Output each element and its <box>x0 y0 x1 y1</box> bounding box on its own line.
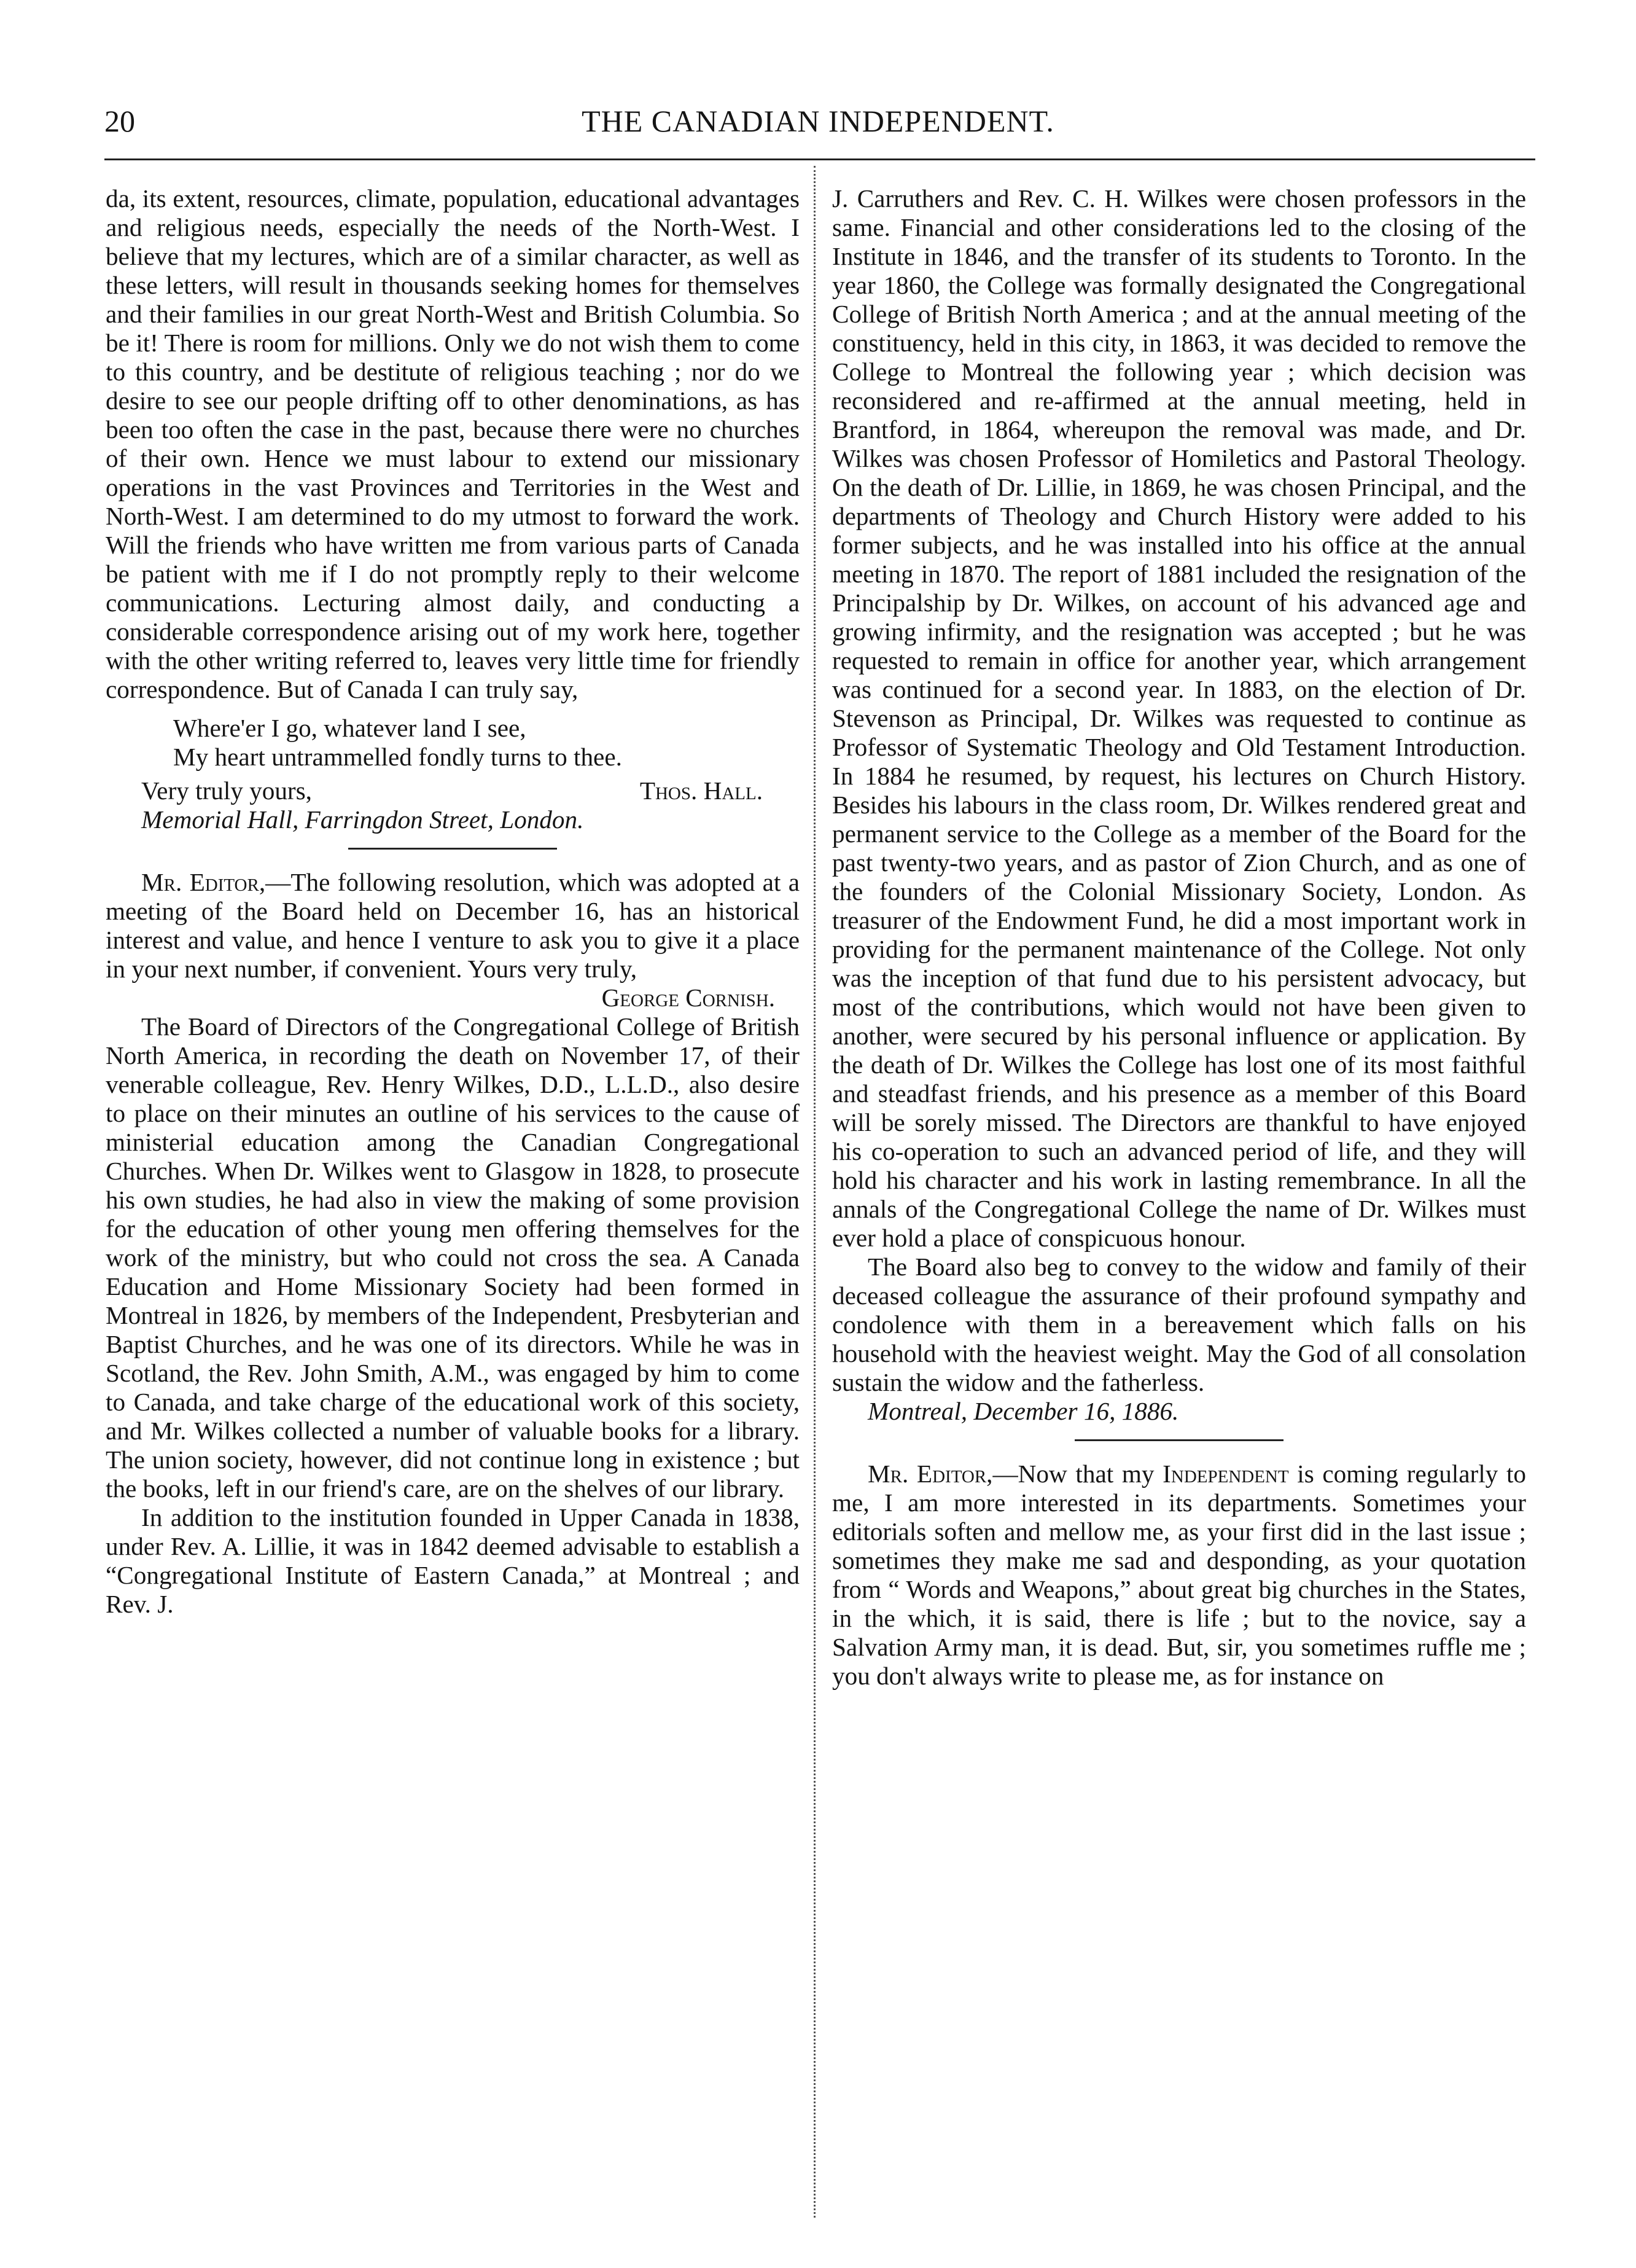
dateline: Montreal, December 16, 1886. <box>868 1397 1179 1425</box>
independent-word: Independent <box>1163 1460 1289 1488</box>
right-column <box>832 184 1526 1691</box>
right-paragraph-3-mid: —Now that my <box>992 1460 1163 1488</box>
closing-text: Very truly yours, <box>141 776 312 805</box>
signature-hall: Thos. Hall. <box>639 776 763 805</box>
left-column <box>106 184 800 1619</box>
salutation: Mr. Editor, <box>141 868 266 896</box>
left-paragraph-2-text: —The following resolution, which was adopted at a meeting of the Board held on December 16, has an historical interest and value, and hence I venture to ask you to give it a place in your next number, if convenient. Yours very truly, <box>106 868 800 983</box>
right-paragraph-1: J. Carruthers and Rev. C. H. Wilkes were chosen professors in the same. Financial and other considerations led to the closing of the Institute in 1846, and the transfer of its students to Toronto. In the year 1860, the College was formally designated the Congregational College of British North America ; and at the annual meeting of the constituency, held in this city, in 1863, it was decided to remove the College to Montreal the following year ; which decision was reconsidered and re-affirmed at the annual meeting, held in Brantford, in 1864, whereupon the removal was made, and Dr. Wilkes was chosen Professor of Homiletics and Pastoral Theology. On the death of Dr. Lillie, in 1869, he was chosen Principal, and the departments of Theology and Church History were added to his former subjects, and he was installed into his office at the annual meeting in 1870. The report of 1881 included the resignation of the Principalship by Dr. Wilkes, on account of his advanced age and growing infirmity, and the resignation was accepted ; but he was requested to remain in office for another year, which arrangement was continued for a second year. In 1883, on the election of Dr. Stevenson as Principal, Dr. Wilkes was requested to continue as Professor of Systematic Theology and Old Testament Introduction. In 1884 he resumed, by request, his lectures on Church History. Besides his labours in the class room, Dr. Wilkes rendered great and permanent service to the College as a member of the Board for the past twenty-two years, and as pastor of Zion Church, and as one of the founders of the Colonial Missionary Society, London. As treasurer of the Endowment Fund, he did a most important work in providing for the permanent maintenance of the College. Not only was the inception of that fund due to his persistent advocacy, but most of the contributions, which would not have been given to another, were secured by his personal influence or application. By the death of Dr. Wilkes the College has lost one of its most faithful and steadfast friends, and his presence as a member of this Board will be sorely missed. The Directors are thankful to have enjoyed his co-operation to such an advanced period of life, and they will hold his character and his work in lasting remembrance. In all the annals of the Congregational College the name of Dr. Wilkes must ever hold a place of conspicuous honour. <box>832 184 1526 1252</box>
left-paragraph-2 <box>106 868 800 983</box>
verse-line-2: My heart untrammelled fondly turns to thee. <box>173 743 622 771</box>
address-line: Memorial Hall, Farringdon Street, London. <box>141 805 584 834</box>
section-rule <box>348 848 557 850</box>
right-paragraph-2: The Board also beg to convey to the widow and family of their deceased colleague the assurance of their profound sympathy and condolence with them in a bereavement which falls on his household with the heaviest weight. May the God of all consolation sustain the widow and the fatherless. <box>832 1253 1526 1396</box>
left-paragraph-1: da, its extent, resources, climate, population, educational advantages and religious needs, especially the needs of the North-West. I believe that my lectures, which are of a similar character, as well as these letters, will result in thousands seeking homes for themselves and their families in our great North-West and British Columbia. So be it! There is room for millions. Only we do not wish them to come to this country, and be destitute of religious teaching ; nor do we desire to see our people drifting off to other denominations, as has been too often the case in the past, because there were no churches of their own. Hence we must labour to extend our missionary operations in the vast Provinces and Territories in the West and North-West. I am determined to do my utmost to forward the work. Will the friends who have written me from various parts of Canada be patient with me if I do not promptly reply to their welcome communications. Lecturing almost daily, and conducting a considerable correspondence arising out of my work here, together with the other writing referred to, leaves very little time for friendly correspondence. But of Canada I can truly say, <box>106 184 800 703</box>
verse <box>106 714 800 772</box>
signature-cornish: George Cornish. <box>601 983 775 1012</box>
left-paragraph-3: The Board of Directors of the Congregational College of British North America, in recording the death on November 17, of their venerable colleague, Rev. Henry Wilkes, D.D., L.L.D., also desire to place on their minutes an outline of his services to the cause of ministerial education among the Canadian Congregational Churches. When Dr. Wilkes went to Glasgow in 1828, to prosecute his own studies, he had also in view the making of some provision for the education of other young men offering themselves for the work of the ministry, but who could not cross the sea. A Canada Education and Home Missionary Society had been formed in Montreal in 1826, by members of the Independent, Presbyterian and Baptist Churches, and he was one of its directors. While he was in Scotland, the Rev. John Smith, A.M., was engaged by him to come to Canada, and take charge of the educational work of this society, and Mr. Wilkes collected a number of valuable books for a library. The union society, however, did not continue long in existence ; but the books, left in our friend's care, are on the shelves of our library. <box>106 1012 800 1503</box>
page-number: 20 <box>104 104 135 138</box>
verse-line-1: Where'er I go, whatever land I see, <box>173 714 526 742</box>
section-rule-right <box>1075 1439 1283 1441</box>
salutation-right: Mr. Editor, <box>868 1460 993 1488</box>
right-paragraph-3 <box>832 1460 1526 1691</box>
header-rule <box>104 158 1535 160</box>
letter-closing <box>106 776 800 805</box>
left-paragraph-4: In addition to the institution founded in Upper Canada in 1838, under Rev. A. Lillie, it was in 1842 deemed advisable to establish a “Congregational Institute of Eastern Canada,” at Montreal ; and Rev. J. <box>106 1503 800 1618</box>
right-paragraph-3-text: is coming regularly to me, I am more interested in its departments. Sometimes your editorials soften and mellow me, as your first did in the last issue ; sometimes they make me sad and desponding, as your quotation from “ Words and Weapons,” about great big churches in the States, in the which, it is said, there is life ; but to the novice, say a Salvation Army man, it is dead. But, sir, you sometimes ruffle me ; you don't always write to please me, as for instance on <box>832 1460 1526 1690</box>
running-title: THE CANADIAN INDEPENDENT. <box>582 104 1054 138</box>
column-divider <box>814 166 816 2218</box>
